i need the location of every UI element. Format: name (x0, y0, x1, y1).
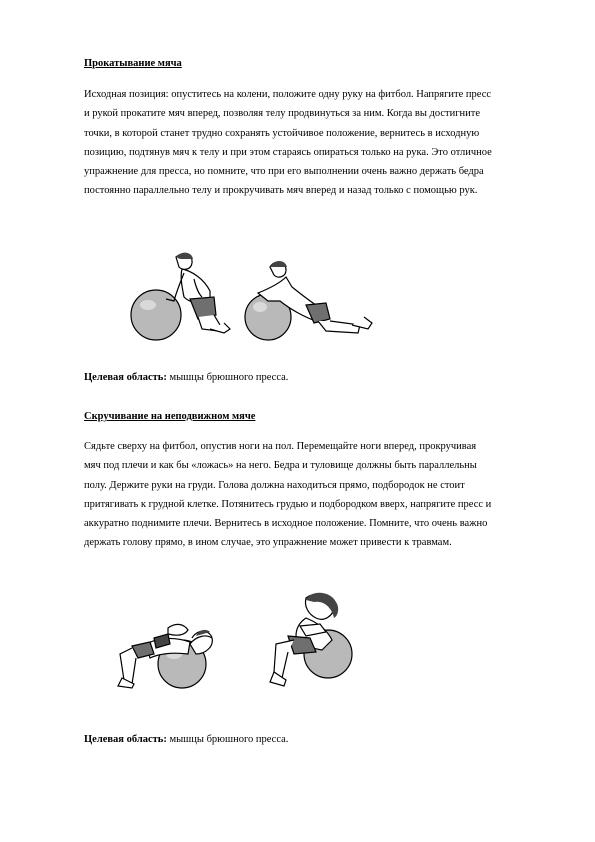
paragraph-line: полу. Держите руки на груди. Голова должна находиться прямо, подбородок не стоит (84, 479, 465, 491)
paragraph-line: упражнение для пресса, но помните, что при его выполнении очень важно держать бедра (84, 166, 484, 178)
paragraph-line: Исходная позиция: опуститесь на колени, положите одну руку на фитбол. Напрягите пресс (84, 89, 492, 100)
ball-crunch-illustration (110, 588, 360, 698)
paragraph-line: и рукой прокатите мяч вперед, позволяя телу продвинуться за ним. Когда вы достигните (84, 108, 481, 120)
section-paragraph-ball-crunch (84, 437, 554, 553)
target-area-value: мышцы брюшного пресса. (166, 734, 289, 745)
paragraph-line: точки, в которой станет трудно сохранять устойчивое положение, вернитесь в исходную (84, 127, 480, 139)
section-heading-ball-rollout: Прокатывание мяча (84, 58, 182, 69)
paragraph-line: позицию, подтянув мяч к телу и при этом стараясь опираться только на рука. Это отличное (84, 146, 492, 158)
target-area-value: мышцы брюшного пресса. (166, 372, 289, 383)
target-area-ball-crunch (84, 734, 288, 745)
paragraph-line: притягивать к грудной клетке. Потянитесь грудью и подбородком вверх, напрягите пресс и (84, 498, 492, 510)
fitball (131, 290, 181, 340)
target-area-ball-rollout (84, 372, 288, 383)
paragraph-line: Сядьте сверху на фитбол, опустив ноги на пол. Перемещайте ноги вперед, прокручивая (84, 441, 477, 452)
paragraph-line: постоянно параллельно телу и прокручивать мяч вперед и назад только с помощью рук. (84, 185, 478, 197)
paragraph-line: мяч под плечи и как бы «ложась» на него. Бедра и туловище должны быть параллельны (84, 460, 477, 472)
section-paragraph-ball-rollout (84, 85, 554, 201)
target-area-label: Целевая область: (84, 734, 167, 745)
section-heading-ball-crunch: Скручивание на неподвижном мяче (84, 411, 256, 422)
paragraph-line: аккуратно поднимите плечи. Вернитесь в исходное положение. Помните, что очень важно (84, 518, 488, 530)
paragraph-line: держать голову прямо, в ином случае, это упражнение может привести к травмам. (84, 537, 452, 549)
target-area-label: Целевая область: (84, 372, 167, 383)
ball-rollout-illustration (120, 245, 390, 345)
